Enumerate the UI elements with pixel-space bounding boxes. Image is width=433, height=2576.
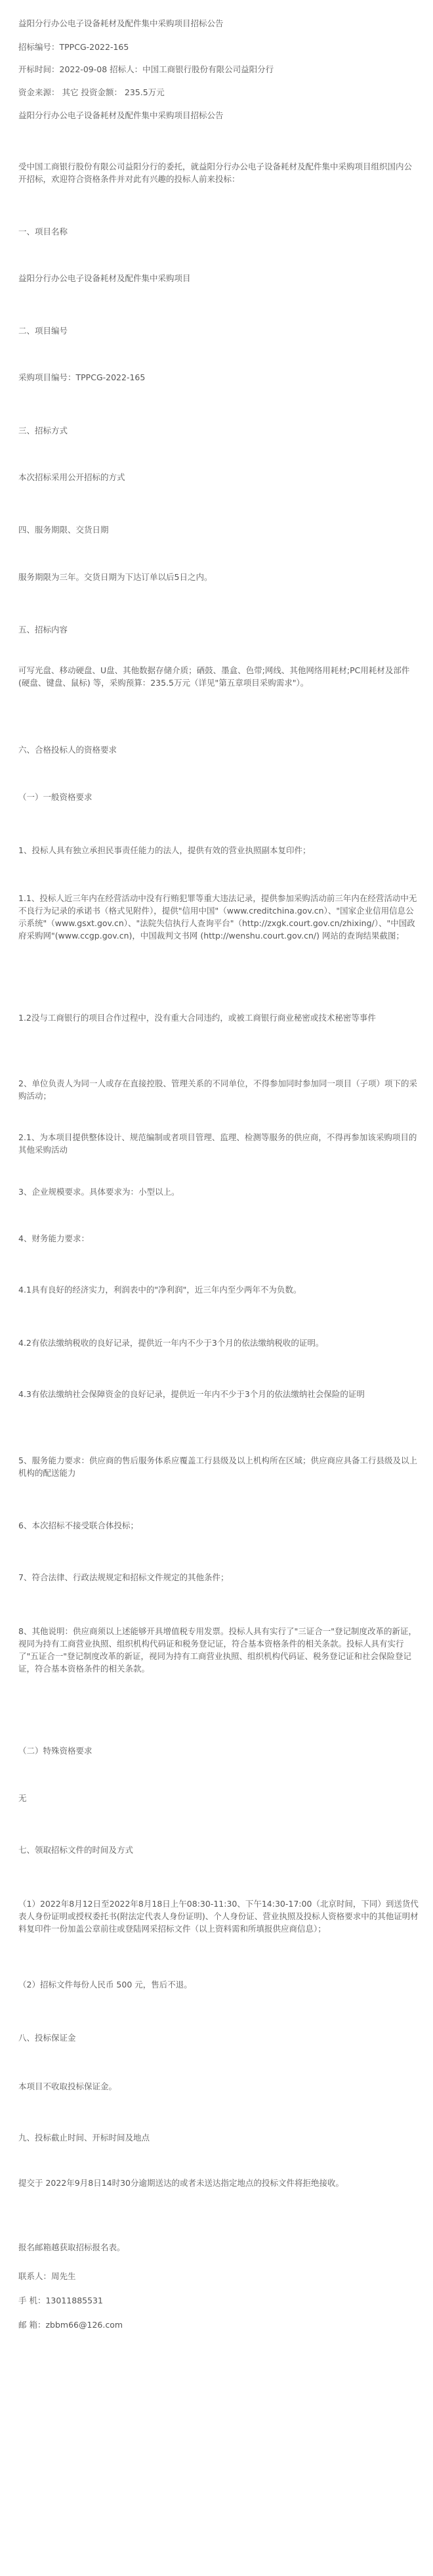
requirement-3: 3、企业规模要求。具体要求为：小型以上。 (18, 1187, 180, 1197)
requirement-7: 7、符合法律、行政法规规定和招标文件规定的其他条件； (18, 1572, 229, 1582)
contact-phone: 手 机：13011885531 (18, 2296, 103, 2305)
contact-note: 报名邮箱越获取招标报名表。 (18, 2242, 125, 2252)
section-6-title: 六、合格投标人的资格要求 (18, 745, 117, 755)
section-7-title: 七、领取招标文件的时间及方式 (18, 1845, 134, 1855)
opening-time: 开标时间：2022-09-08 招标人：中国工商银行股份有限公司益阳分行 (18, 64, 274, 74)
section-3-title: 三、招标方式 (18, 426, 68, 435)
section-4-title: 四、服务期限、交货日期 (18, 525, 109, 535)
requirement-4-2: 4.2有依法缴纳税收的良好记录，提供近一年内不少于3个月的依法缴纳税收的证明。 (18, 1338, 324, 1348)
section-2-body: 采购项目编号：TPPCG-2022-165 (18, 372, 146, 382)
special-requirements-title: （二）特殊资格要求 (18, 1746, 93, 1756)
funding-source: 资金来源： 其它 投资金额： 235.5万元 (18, 87, 165, 97)
requirement-5: 5、服务能力要求：供应商的售后服务体系应覆盖工行县级及以上机构所在区域；供应商应具备工行县级及以上机构的配送能力 (18, 1455, 417, 1478)
section-8-body: 本项目不收取投标保证金。 (18, 2081, 117, 2091)
contact-name: 联系人：周先生 (18, 2271, 76, 2281)
requirement-4-3: 4.3有依法缴纳社会保障资金的良好记录，提供近一年内不少于3个月的依法缴纳社会保险的证明 (18, 1389, 365, 1399)
intro-paragraph: 受中国工商银行股份有限公司益阳分行的委托，就益阳分行办公电子设备耗材及配件集中采购项目组织国内公开招标，欢迎符合资格条件并对此有兴趣的投标人前来投标： (18, 162, 413, 184)
section-3-body: 本次招标采用公开招标的方式 (18, 472, 125, 482)
subtitle: 益阳分行办公电子设备耗材及配件集中采购项目招标公告 (18, 110, 224, 120)
general-requirements-title: （一）一般资格要求 (18, 792, 93, 802)
contact-email: 邮 箱：zbbm66@126.com (18, 2320, 123, 2330)
section-1-title: 一、项目名称 (18, 227, 68, 236)
project-number: 招标编号：TPPCG-2022-165 (18, 42, 129, 52)
section-9-body: 提交于 2022年9月8日14时30分逾期送达的或者未送达指定地点的投标文件将拒绝接收。 (18, 2178, 344, 2188)
requirement-1: 1、投标人具有独立承担民事责任能力的法人，提供有效的营业执照副本复印件； (18, 845, 311, 855)
section-7-item-2: （2）招标文件每份人民币 500 元，售后不退。 (18, 1980, 192, 1989)
requirement-8: 8、其他说明：供应商须以上述能够开具增值税专用发票。投标人具有实行了"三证合一"登记制度改革的新证，视同为持有工商营业执照、组织机构代码证和税务登记证，符合基本资格条件的相关条款。投标人具有实行了"五证合一"登记制度改革的新证，视同为持有工商营业执照、组织机构代码证、税务登记证和社会保险登记证，符合基本资格条件的相关条款。 (18, 1626, 417, 1674)
section-7-item-1: （1）2022年8月12日至2022年8月18日上午08:30-11:30、下午14:30-17:00（北京时间，下同）到送货代表人身份证明或授权委托书(附法定代表人身份证明)、个人身份证、营业执照及投标人资格要求中的其他证明材料复印件一份加盖公章前往或登陆网采招标文件（以上资料需和所填报供应商信息）； (18, 1899, 419, 1934)
requirement-2-1: 2.1、为本项目提供整体设计、规范编制或者项目管理、监理、检测等服务的供应商，不得再参加该采购项目的其他采购活动 (18, 1132, 417, 1155)
section-1-body: 益阳分行办公电子设备耗材及配件集中采购项目 (18, 273, 191, 283)
requirement-2: 2、单位负责人为同一人或存在直接控股、管理关系的不同单位，不得参加同时参加同一项目（子项）项下的采购活动； (18, 1078, 417, 1101)
section-8-title: 八、投标保证金 (18, 2033, 76, 2043)
section-5-title: 五、招标内容 (18, 625, 68, 634)
section-4-body: 服务期限为三年。交货日期为下达订单以后5日之内。 (18, 572, 213, 582)
section-9-title: 九、投标截止时间、开标时间及地点 (18, 2133, 150, 2143)
section-2-title: 二、项目编号 (18, 326, 68, 336)
notice-title: 益阳分行办公电子设备耗材及配件集中采购项目招标公告 (18, 18, 224, 28)
requirement-4: 4、财务能力要求： (18, 1233, 89, 1243)
requirement-1-1: 1.1、投标人近三年内在经营活动中没有行贿犯罪等重大违法记录，提供参加采购活动前三年内在经营活动中无不良行为记录的承诺书（格式见附件），提供"信用中国"（www.creditchina.gov.cn）、"国家企业信用信息公示系统"（www.gsxt.gov.cn）、"法院失信执行人查询平台"（http://zxgk.court.gov.cn/zhixing/）、"中国政府采购网"(www.ccgp.gov.cn)，中国裁判文书网 (http://wenshu.court.gov.cn/) 网站的查询结果截图； (18, 893, 417, 941)
requirement-6: 6、本次招标不接受联合体投标； (18, 1521, 138, 1530)
requirement-1-2: 1.2没与工商银行的项目合作过程中，没有重大合同违约，或被工商银行商业秘密或技术秘密等事件 (18, 1013, 376, 1023)
requirement-4-1: 4.1具有良好的经济实力，利润表中的"净利润"，近三年内至少两年不为负数。 (18, 1285, 302, 1295)
special-requirements-body: 无 (18, 1793, 27, 1803)
section-5-body: 可写光盘、移动硬盘、U盘、其他数据存储介质；硒鼓、墨盒、色带;网线、其他网络用耗材;PC用耗材及部件(硬盘、键盘、鼠标) 等，采购预算：235.5万元（详见"第五章项目采购需求"）。 (18, 665, 410, 688)
